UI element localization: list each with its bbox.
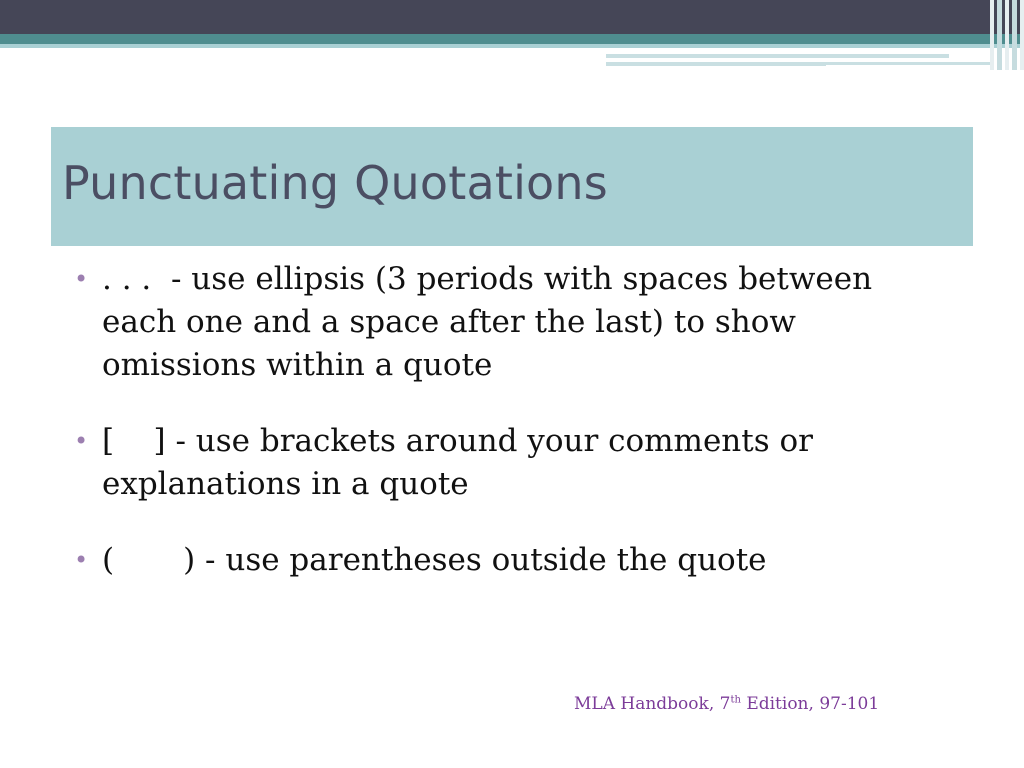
bullet-icon: • [74, 265, 89, 293]
slide-title: Punctuating Quotations [62, 156, 608, 210]
decorative-line [606, 62, 826, 66]
decorative-line [606, 54, 949, 58]
decorative-line [826, 62, 990, 65]
bullet-item-parentheses [74, 539, 974, 582]
bullet-text: [ ] - use brackets around your comments or explanations in a quote [102, 423, 813, 502]
citation-footnote [574, 694, 879, 714]
bullet-item-brackets [74, 420, 974, 506]
bullet-icon: • [74, 546, 89, 574]
citation-text-end: Edition, 97-101 [740, 694, 880, 714]
bullet-list [74, 258, 974, 582]
header-dark-bar [0, 0, 1024, 34]
header-teal-band [0, 34, 1024, 44]
bullet-text: ( ) - use parentheses outside the quote [102, 542, 767, 578]
decorative-stripes [990, 0, 1024, 70]
bullet-item-ellipsis [74, 258, 974, 387]
citation-superscript: th [730, 694, 741, 706]
bullet-icon: • [74, 427, 89, 455]
header-light-band [0, 44, 1024, 48]
citation-text: MLA Handbook, 7 [574, 694, 731, 714]
bullet-text: . . . - use ellipsis (3 periods with spaces between each one and a space after the last) to show omissions within a quote [102, 261, 873, 383]
